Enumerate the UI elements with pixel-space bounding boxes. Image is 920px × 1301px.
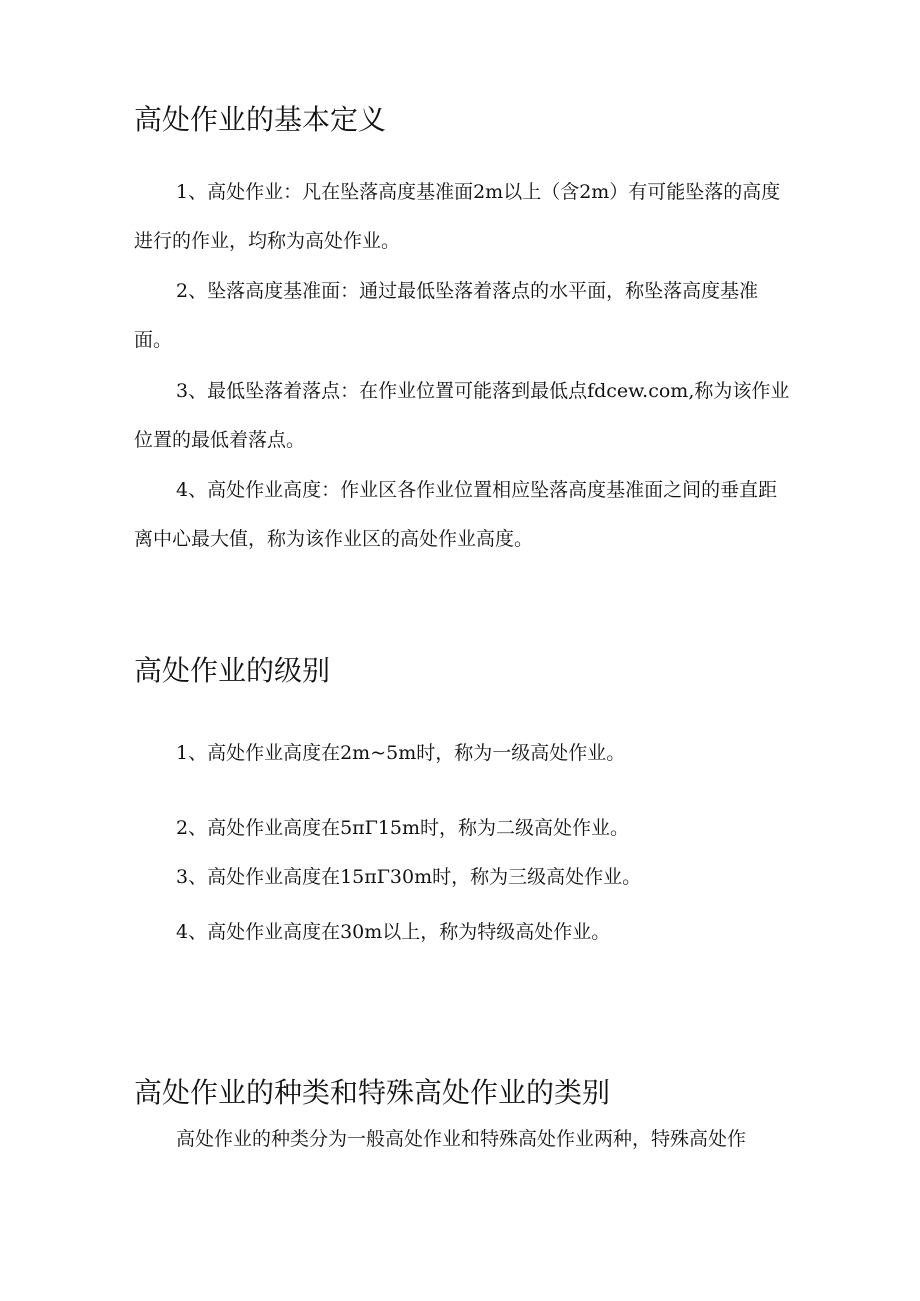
definition-paragraph-2: 2、坠落高度基准面：通过最低坠落着落点的水平面，称坠落高度基准面。 (134, 280, 759, 351)
section-title-basic-definition: 高处作业的基本定义 (134, 103, 387, 136)
definition-paragraph-1: 1、高处作业：凡在坠落高度基准面2m以上（含2m）有可能坠落的高度进行的作业，均称为高处作业。 (134, 181, 781, 252)
level-item-1: 1、高处作业高度在2m~5m时，称为一级高处作业。 (176, 742, 626, 764)
section-title-types: 高处作业的种类和特殊高处作业的类别 (134, 1076, 611, 1109)
level-item-3: 3、高处作业高度在15πΓ30m时，称为三级高处作业。 (176, 866, 642, 888)
definition-paragraph-4: 4、高处作业高度：作业区各作业位置相应坠落高度基准面之间的垂直距离中心最大值，称为该作业区的高处作业高度。 (134, 479, 778, 550)
types-paragraph-1: 高处作业的种类分为一般高处作业和特殊高处作业两种，特殊高处作 (176, 1128, 747, 1150)
level-item-2: 2、高处作业高度在5πΓ15m时，称为二级高处作业。 (176, 817, 630, 839)
definition-paragraph-3: 3、最低坠落着落点：在作业位置可能落到最低点fdcew.com,称为该作业位置的最低着落点。 (134, 380, 790, 451)
section-title-levels: 高处作业的级别 (134, 654, 331, 687)
level-item-4: 4、高处作业高度在30m以上，称为特级高处作业。 (176, 921, 611, 943)
